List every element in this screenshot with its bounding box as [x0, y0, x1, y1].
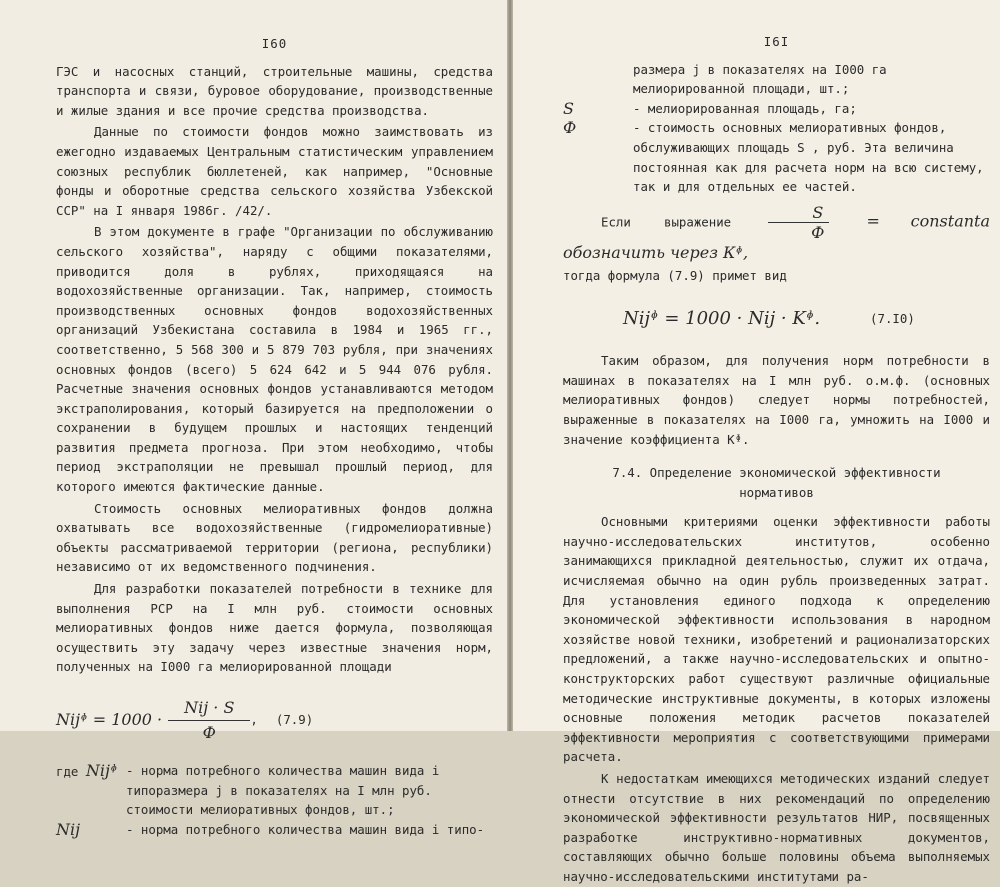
section-heading [563, 463, 990, 502]
paragraph: Таким образом, для получения норм потребности в машинах в показателях на I млн руб. о.м.ф. (основных мелиоративных фондов) следует нормы потребностей, выраженные в показателях на I000 га, умножить на I000 и значение коэффициента Кᶲ. [563, 353, 990, 447]
page-number: I6I [763, 34, 790, 49]
inline-fraction [768, 203, 829, 243]
equation-number: (7.9) [275, 712, 314, 728]
formula-7-10 [563, 291, 990, 347]
formula: Nijᶲ = 1000 · Nij · Kᶲ. [623, 308, 821, 330]
inline-text: = constanta обозначить через Кᶲ, [563, 211, 990, 262]
paragraph: Данные по стоимости фондов можно заимствовать из ежегодно издаваемых Центральным статистическим управлением союзных республик бюллетеней, как например, "Основные фонды и оборотные средства сельского хозяйства Узбекской ССР" на I января 1986г. /42/. [56, 124, 493, 218]
inline-numerator: S [768, 203, 829, 224]
inline-denominator: Ф [811, 223, 825, 243]
definition-text: - норма потребного количества машин вида i типоразмера j в показателях на I млн руб. стоимости мелиоративных фондов, шт.; [126, 763, 440, 818]
paragraph: Основными критериями оценки эффективности работы научно-исследовательских институтов, особенно занимающихся прикладной деятельностью, служит их отдача, исчисляемая обычно на один рубль произведенных затрат. Для установления единого подхода к определению экономической эффективности использования в народном хозяйстве новой техники, изобретений и рационализаторских предложений, а также научно-исследовательских и опытно-конструкторских работ существуют различные официальные методические инструктивные документы, в которых изложены основные положения методик расчетов показателей эффективности мероприятия с соответствующими примерами расчета. [563, 514, 990, 765]
definition-row [56, 761, 493, 820]
definition-row [563, 60, 990, 99]
paragraph: К недостаткам имеющихся методических изданий следует отнести отсутствие в них рекомендаций по определению экономической эффективности результатов НИР, посвященных разработке инструктивно-нормативных документов, составляющих обычно больше половины объема выполняемых научно-исследовательскими институтами ра- [563, 771, 990, 884]
definition-symbol: Nij [56, 819, 81, 839]
paragraph: ГЭС и насосных станций, строительные машины, средства транспорта и связи, буровое оборудование, производственные и жилые здания и все прочие средства производства. [56, 63, 493, 118]
paragraph: Для разработки показателей потребности в технике для выполнения РСР на I млн руб. стоимости основных мелиоративных фондов ниже дается формула, позволяющая осуществить эту задачу через известные значения норм, полученных на I000 га мелиорированной площади [56, 581, 493, 675]
definition-row [563, 118, 990, 196]
definition-text: - мелиорированная площадь, га; [633, 100, 857, 116]
page-number: I60 [261, 36, 288, 51]
paragraph: В этом документе в графе "Организации по обслуживанию сельского хозяйства", наряду с общими показателями, приводится доля в рублях, приходящаяся на водохозяйственные организации. Так, например, стоимость производственных основных фондов водохозяйственных организаций Узбекистана составила в 1984 и 1965 гг., соответственно, 5 568 300 и 5 879 703 рубля, при значениях основных фондов (всего) 5 624 642 и 5 944 076 рубля. Расчетные значения основных фондов устанавливаются методом экстраполирования, который базируется на предположении о сохранении в будущем прошлых и настоящих тенденций развития предмета прогноза. При этом необходимо, чтобы период экстраполяции не превышал прошлый период, для которого имеются фактические данные. [56, 224, 493, 495]
formula-lhs: Nijᶲ = 1000 · [56, 710, 163, 730]
definition-row [563, 99, 990, 119]
formula-fraction [168, 698, 250, 742]
equation-number: (7.I0) [870, 311, 915, 327]
definition-text: размера j в показателях на I000 га мелиорированной площади, шт.; [633, 61, 887, 97]
where-word: где [56, 764, 79, 779]
definition-text: - норма потребного количества машин вида i типо- [126, 821, 485, 837]
symbol: Nijᶲ [85, 761, 118, 780]
right-page [513, 0, 1000, 884]
formula-denominator: Ф [202, 722, 216, 742]
formula-intro [563, 203, 990, 264]
paragraph: Стоимость основных мелиоративных фондов должна охватывать все водохозяйственные (гидромелиоративные) объекты рассматриваемой территории (региона, республики) независимо от их ведомственного подчинения. [56, 500, 493, 575]
formula-tail: , [250, 712, 258, 728]
left-page [0, 0, 507, 839]
definition-symbol [56, 761, 126, 782]
definition-symbol: Ф [563, 118, 577, 138]
definition-symbol: S [563, 98, 574, 118]
definition-text: - стоимость основных мелиоративных фондов, обслуживающих площадь S , руб. Эта величина постоянная как для расчета норм на всю систему, так и для отдельных ее частей. [633, 120, 984, 195]
paragraph: тогда формула (7.9) примет вид [563, 267, 787, 283]
heading-line: нормативов [739, 484, 814, 500]
formula-7-9 [56, 683, 493, 757]
inline-text: Если выражение [601, 214, 732, 230]
definition-row [56, 820, 493, 840]
heading-line: 7.4. Определение экономической эффективности [612, 465, 941, 481]
formula-numerator: Nij · S [168, 698, 250, 721]
